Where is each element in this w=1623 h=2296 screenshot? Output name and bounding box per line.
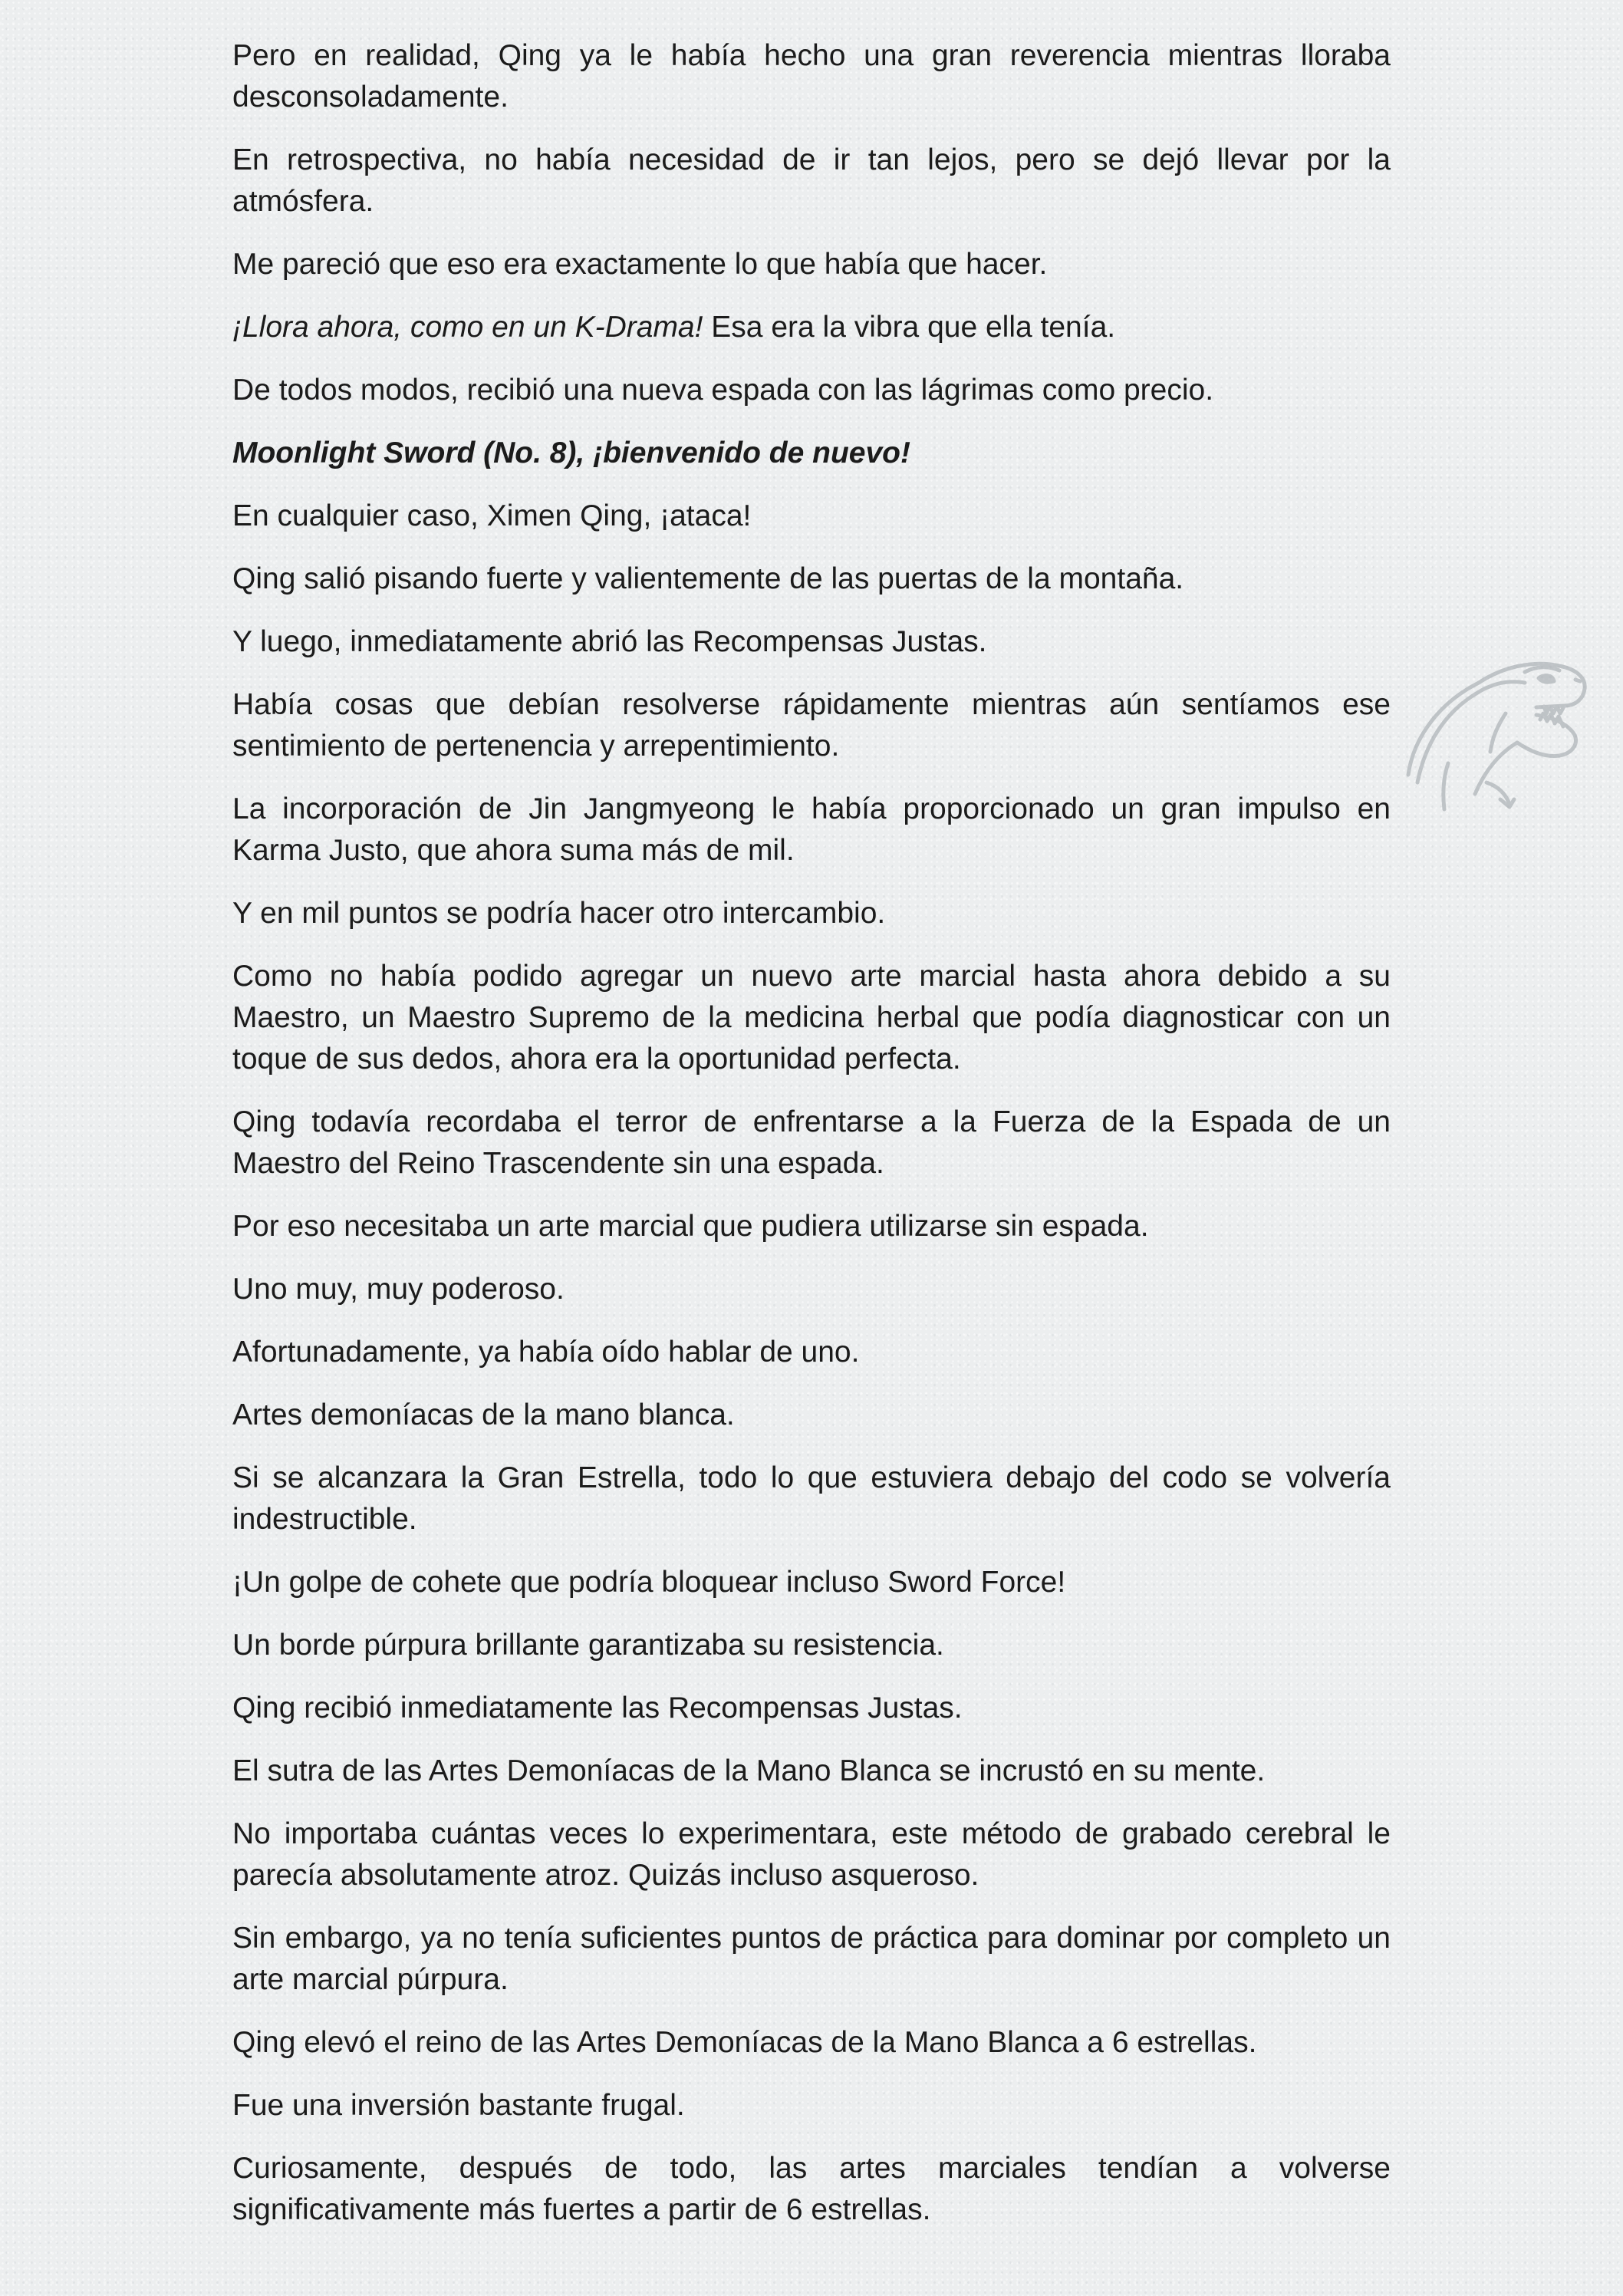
paragraph-28: Curiosamente, después de todo, las artes marciales tendían a volverse significativamente más fuertes a partir de 6 estrellas. [232,2152,1391,2226]
paragraph-12: Y en mil puntos se podría hacer otro intercambio. [232,897,886,930]
paragraph-11: La incorporación de Jin Jangmyeong le había proporcionado un gran impulso en Karma Justo, que ahora suma más de mil. [232,792,1391,867]
paragraph-1: Pero en realidad, Qing ya le había hecho una gran reverencia mientras lloraba desconsoladamente. [232,39,1391,114]
paragraph-7: En cualquier caso, Ximen Qing, ¡ataca! [232,499,752,532]
paragraph-26: Qing elevó el reino de las Artes Demoníacas de la Mano Blanca a 6 estrellas. [232,2026,1257,2059]
paragraph-5: De todos modos, recibió una nueva espada con las lágrimas como precio. [232,374,1214,407]
paragraph-25: Sin embargo, ya no tenía suficientes puntos de práctica para dominar por completo un arte marcial púrpura. [232,1922,1391,1996]
paragraph-20: ¡Un golpe de cohete que podría bloquear incluso Sword Force! [232,1566,1066,1599]
paragraph-19: Si se alcanzara la Gran Estrella, todo lo que estuviera debajo del codo se volvería indestructible. [232,1461,1391,1536]
paragraph-15: Por eso necesitaba un arte marcial que pudiera utilizarse sin espada. [232,1210,1149,1243]
paragraph-18: Artes demoníacas de la mano blanca. [232,1398,735,1431]
paragraph-10: Había cosas que debían resolverse rápidamente mientras aún sentíamos ese sentimiento de pertenencia y arrepentimiento. [232,688,1391,763]
paragraph-23: El sutra de las Artes Demoníacas de la Mano Blanca se incrustó en su mente. [232,1754,1266,1787]
paragraph-9: Y luego, inmediatamente abrió las Recompensas Justas. [232,625,987,658]
paragraph-3: Me pareció que eso era exactamente lo que había que hacer. [232,248,1048,281]
paragraph-16: Uno muy, muy poderoso. [232,1273,565,1306]
dinosaur-head-icon [1402,629,1594,828]
paragraph-4-rest: Esa era la vibra que ella tenía. [703,311,1116,344]
paragraph-4 [232,307,1391,348]
paragraph-6-emphasis: Moonlight Sword (No. 8), ¡bienvenido de nuevo! [232,436,910,469]
paragraph-22: Qing recibió inmediatamente las Recompensas Justas. [232,1692,963,1724]
paragraph-13: Como no había podido agregar un nuevo arte marcial hasta ahora debido a su Maestro, un Maestro Supremo de la medicina herbal que podía diagnosticar con un toque de sus dedos, ahora era la oportunidad perfecta. [232,960,1391,1076]
paragraph-24: No importaba cuántas veces lo experimentara, este método de grabado cerebral le parecía absolutamente atroz. Quizás incluso asqueroso. [232,1817,1391,1892]
paragraph-8: Qing salió pisando fuerte y valientemente de las puertas de la montaña. [232,562,1184,595]
paragraph-4-italic: ¡Llora ahora, como en un K-Drama! [232,311,703,344]
paragraph-14: Qing todavía recordaba el terror de enfrentarse a la Fuerza de la Espada de un Maestro del Reino Trascendente sin una espada. [232,1105,1391,1180]
paragraph-21: Un borde púrpura brillante garantizaba su resistencia. [232,1629,944,1662]
paragraph-27: Fue una inversión bastante frugal. [232,2089,685,2122]
paragraph-2: En retrospectiva, no había necesidad de ir tan lejos, pero se dejó llevar por la atmósfera. [232,143,1391,218]
document-body [232,0,1391,2252]
paragraph-17: Afortunadamente, ya había oído hablar de uno. [232,1336,860,1369]
